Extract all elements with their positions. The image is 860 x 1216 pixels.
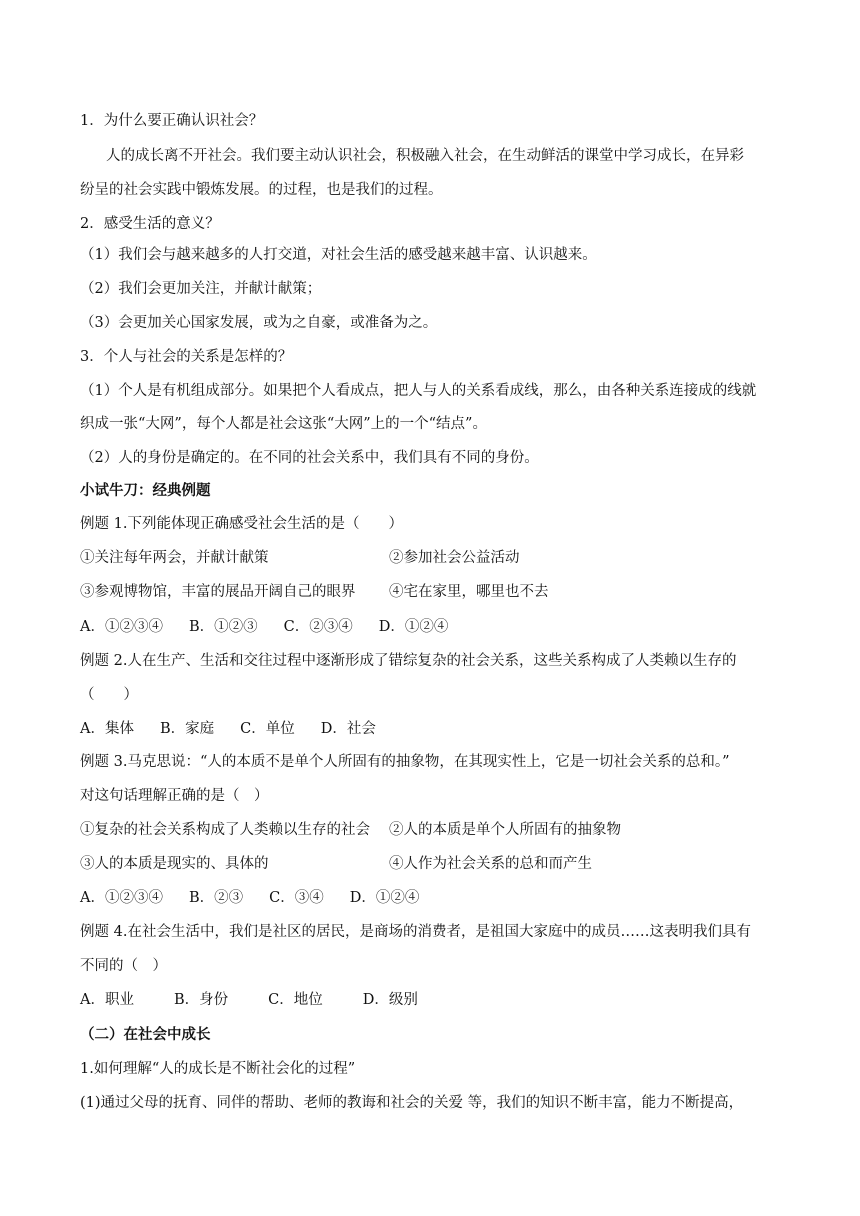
example-2-option-c[interactable]: C．单位 bbox=[240, 721, 295, 737]
example-2-options bbox=[80, 719, 376, 739]
answer-1-line-1: 人的成长离不开社会。我们要主动认识社会，积极融入社会，在生动鲜活的课堂中学习成长，在异彩 bbox=[106, 148, 744, 164]
section-2-answer-1: (1)通过父母的抚育、同伴的帮助、老师的教诲和社会的关爱 等，我们的知识不断丰富，能力不断提高， bbox=[80, 1095, 744, 1111]
answer-2-item-3: （3）会更加关心国家发展，或为之自豪，或准备为之。 bbox=[80, 315, 438, 331]
question-3: 3．个人与社会的关系是怎样的？ bbox=[80, 349, 293, 365]
example-2-stem-line-2: （ ） bbox=[80, 687, 138, 703]
question-1: 1．为什么要正确认识社会？ bbox=[80, 113, 264, 129]
example-3-option-b[interactable]: B．②③ bbox=[188, 890, 244, 906]
answer-2-item-1: （1）我们会与越来越多的人打交道，对社会生活的感受越来越丰富、认识越来。 bbox=[80, 247, 597, 263]
example-3-statement-1: ①复杂的社会关系构成了人类赖以生存的社会 bbox=[80, 822, 370, 838]
example-2-option-a[interactable]: A．集体 bbox=[80, 721, 134, 737]
example-1-statement-2: ②参加社会公益活动 bbox=[389, 550, 520, 566]
example-3-statement-2: ②人的本质是单个人所固有的抽象物 bbox=[389, 822, 621, 838]
example-3-option-d[interactable]: D．①②④ bbox=[349, 890, 420, 906]
question-2: 2．感受生活的意义？ bbox=[80, 216, 220, 232]
section-2-question-1: 1.如何理解“人的成长是不断社会化的过程” bbox=[80, 1061, 356, 1077]
example-3-statement-3: ③人的本质是现实的、具体的 bbox=[80, 856, 269, 872]
answer-3-item-2: （2）人的身份是确定的。在不同的社会关系中，我们具有不同的身份。 bbox=[80, 450, 539, 466]
answer-1-line-2: 纷呈的社会实践中锻炼发展。的过程，也是我们的过程。 bbox=[80, 182, 443, 198]
section-2-heading: （二）在社会中成长 bbox=[80, 1027, 211, 1043]
answer-3-item-1-line-1: （1）个人是有机组成部分。如果把个人看成点，把人与人的关系看成线，那么，由各种关系连接成的线就 bbox=[80, 383, 757, 399]
example-4-option-c[interactable]: C．地位 bbox=[268, 992, 323, 1008]
example-4-option-b[interactable]: B．身份 bbox=[173, 992, 229, 1008]
example-1-statement-1: ①关注每年两会，并献计献策 bbox=[80, 550, 269, 566]
example-1-stem: 例题 1.下列能体现正确感受社会生活的是（ ） bbox=[80, 516, 403, 532]
example-3-stem-line-1: 例题 3.马克思说：“人的本质不是单个人所固有的抽象物，在其现实性上，它是一切社会关系的总和。” bbox=[80, 754, 730, 770]
example-3-stem-line-2: 对这句话理解正确的是（ ） bbox=[80, 788, 269, 804]
example-4-stem-line-1: 例题 4.在社会生活中，我们是社区的居民，是商场的消费者，是祖国大家庭中的成员……这表明我们具有 bbox=[80, 924, 751, 940]
example-4-stem-line-2: 不同的（ ） bbox=[80, 958, 167, 974]
example-3-statement-4: ④人作为社会关系的总和而产生 bbox=[389, 856, 592, 872]
practice-heading: 小试牛刀：经典例题 bbox=[80, 483, 211, 499]
example-1-option-a[interactable]: A．①②③④ bbox=[80, 619, 163, 635]
example-4-option-a[interactable]: A．职业 bbox=[80, 992, 134, 1008]
example-3-option-c[interactable]: C．③④ bbox=[269, 890, 324, 906]
answer-2-item-2: （2）我们会更加关注，并献计献策； bbox=[80, 281, 322, 297]
example-1-option-d[interactable]: D．①②④ bbox=[378, 619, 449, 635]
example-4-options bbox=[80, 990, 418, 1010]
example-1-statement-3: ③参观博物馆，丰富的展品开阔自己的眼界 bbox=[80, 584, 356, 600]
answer-3-item-1-line-2: 织成一张“大网”，每个人都是社会这张“大网”上的一个“结点”。 bbox=[80, 416, 487, 432]
example-1-statement-4: ④宅在家里，哪里也不去 bbox=[389, 584, 549, 600]
example-1-option-c[interactable]: C．②③④ bbox=[283, 619, 353, 635]
example-1-option-b[interactable]: B．①②③ bbox=[188, 619, 258, 635]
example-4-option-d[interactable]: D．级别 bbox=[362, 992, 418, 1008]
example-2-stem-line-1: 例题 2.人在生产、生活和交往过程中逐渐形成了错综复杂的社会关系，这些关系构成了人类赖以生存的 bbox=[80, 653, 737, 669]
example-3-options bbox=[80, 888, 419, 908]
example-3-option-a[interactable]: A．①②③④ bbox=[80, 890, 163, 906]
example-2-option-b[interactable]: B．家庭 bbox=[159, 721, 215, 737]
example-2-option-d[interactable]: D．社会 bbox=[320, 721, 376, 737]
example-1-options bbox=[80, 617, 448, 637]
